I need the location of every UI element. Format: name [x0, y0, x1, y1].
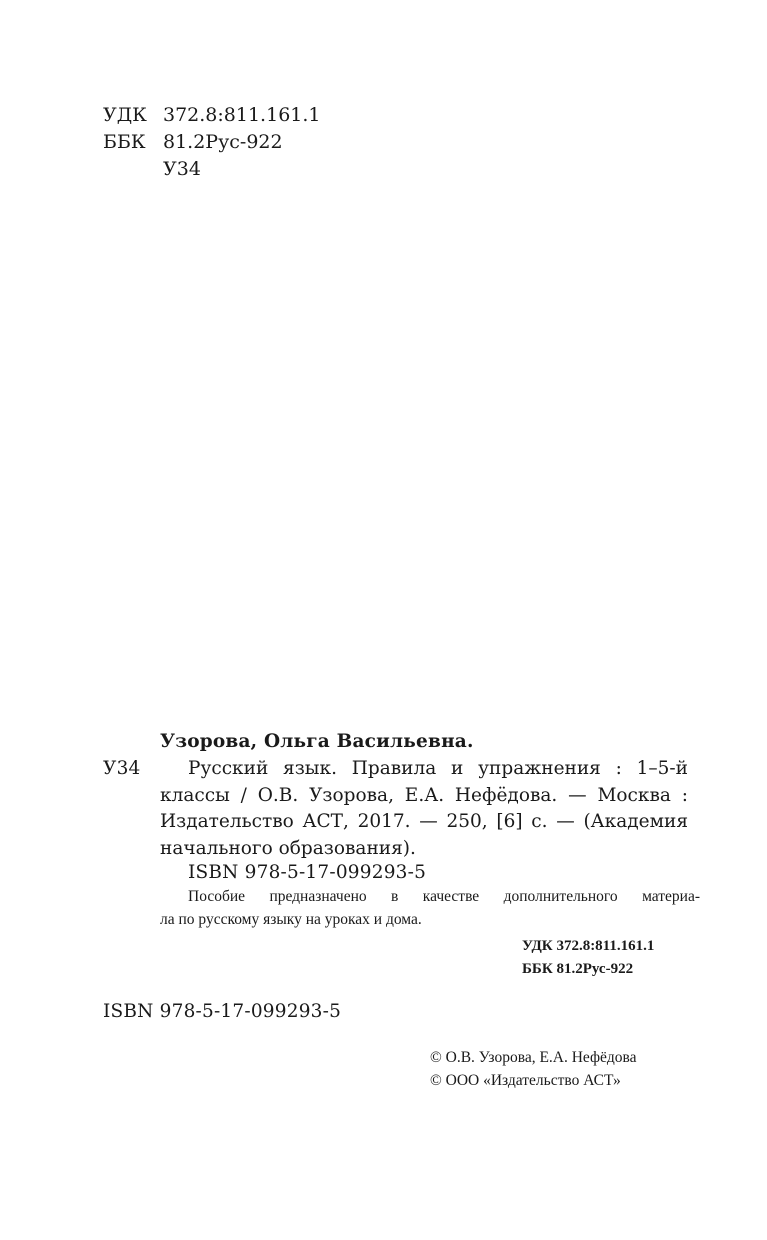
description-line: Пособие предназначено в качестве дополнительного материа-: [188, 888, 700, 905]
annotation-line: Русский язык. Правила и упражнения : 1–5-й: [188, 758, 688, 779]
top-bbk-line: [103, 131, 283, 153]
isbn-bottom: ISBN 978-5-17-099293-5: [103, 1001, 342, 1022]
card-annotation: [160, 756, 688, 862]
description-line: ла по русскому языку на уроках и дома.: [160, 911, 422, 928]
top-bbk-label: ББК: [103, 131, 146, 153]
card-bbk: ББК 81.2Рус-922: [522, 961, 634, 977]
card-udk: УДК 372.8:811.161.1: [522, 938, 655, 954]
annotation-line: классы / О.В. Узорова, Е.А. Нефёдова. — Москва :: [160, 784, 688, 806]
annotation-line: начального образования).: [160, 837, 416, 859]
top-udk-label: УДК: [103, 104, 147, 126]
top-bbk-value: 81.2Рус-922: [163, 131, 283, 153]
top-udk-line: [103, 104, 321, 126]
copyright-line-2: © ООО «Издательство АСТ»: [430, 1072, 621, 1089]
card-description: [160, 885, 700, 931]
top-udk-value: 372.8:811.161.1: [163, 104, 321, 126]
annotation-line: Издательство АСТ, 2017. — 250, [6] с. — (Академия: [160, 811, 688, 832]
card-isbn: ISBN 978-5-17-099293-5: [188, 862, 427, 883]
card-author-sign: У34: [103, 758, 141, 779]
top-author-sign: У34: [163, 158, 201, 180]
copyright-line-1: © О.В. Узорова, Е.А. Нефёдова: [430, 1049, 637, 1066]
card-author-heading: Узорова, Ольга Васильевна.: [160, 731, 474, 752]
